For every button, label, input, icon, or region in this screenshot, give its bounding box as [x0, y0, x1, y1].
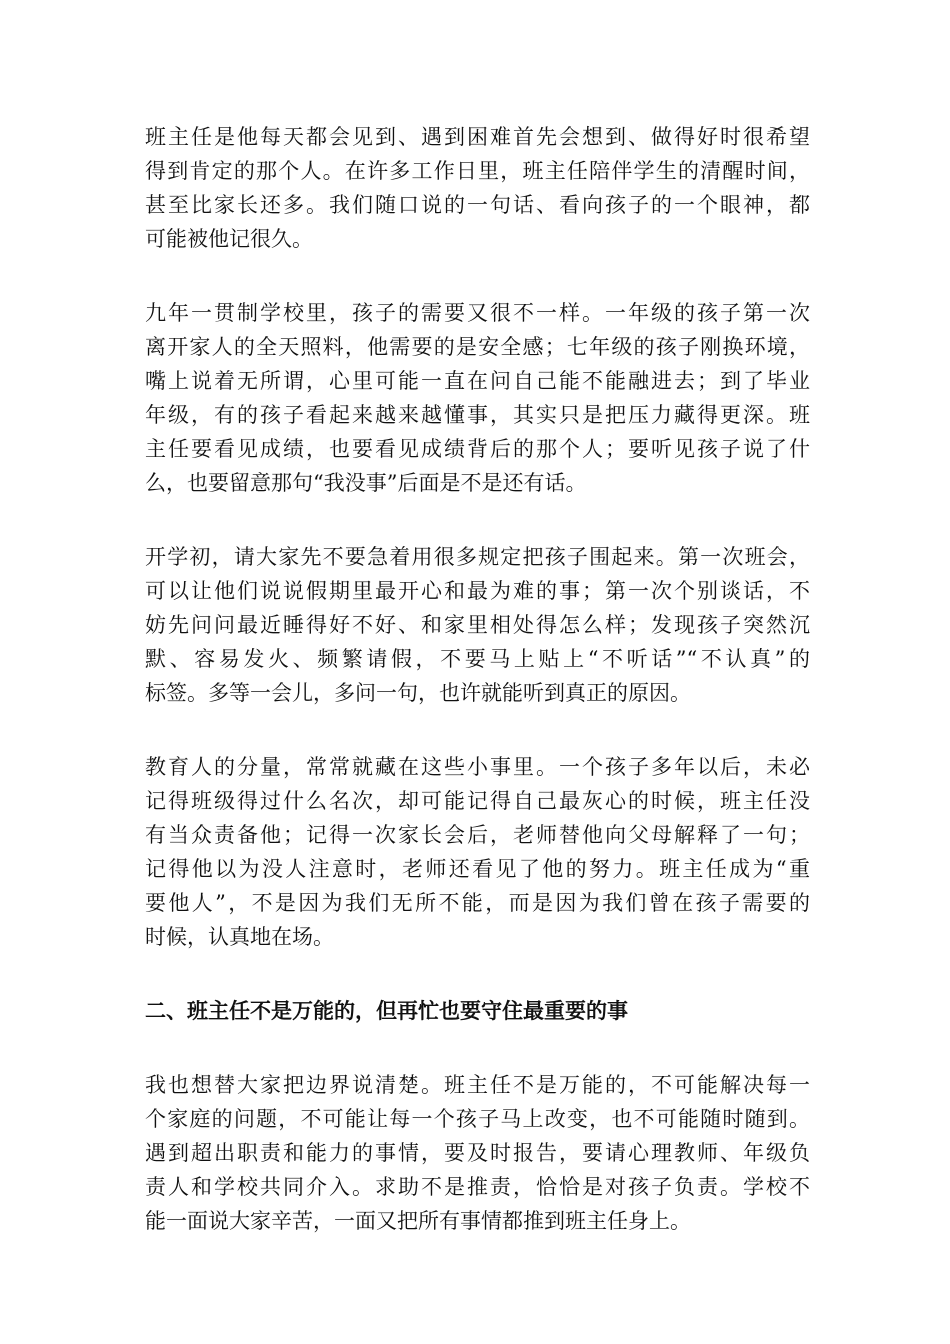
- text-line: 记得班级得过什么名次，却可能记得自己最灰心的时候，班主任没: [145, 789, 810, 813]
- text-line: 我也想替大家把边界说清楚。班主任不是万能的，不可能解决每一: [145, 1073, 810, 1097]
- text-line: 能一面说大家辛苦，一面又把所有事情都推到班主任身上。: [145, 1209, 691, 1233]
- text-line: 可能被他记很久。: [145, 227, 313, 251]
- paragraph-1: [145, 120, 810, 256]
- text-line: 年级，有的孩子看起来越来越懂事，其实只是把压力藏得更深。班: [145, 403, 810, 427]
- text-line: 妨先问问最近睡得好不好、和家里相处得怎么样；发现孩子突然沉: [145, 613, 810, 637]
- section-heading: 二、班主任不是万能的，但再忙也要守住最重要的事: [145, 998, 628, 1023]
- paragraph-3: [145, 540, 810, 710]
- paragraph-4: [145, 750, 810, 954]
- text-line: 记得他以为没人注意时，老师还看见了他的努力。班主任成为“重: [145, 857, 810, 881]
- text-line: 有当众责备他；记得一次家长会后，老师替他向父母解释了一句；: [145, 823, 810, 847]
- text-line: 遇到超出职责和能力的事情，要及时报告，要请心理教师、年级负: [145, 1141, 810, 1165]
- paragraph-5: [145, 1068, 810, 1238]
- text-line: 标签。多等一会儿，多问一句，也许就能听到真正的原因。: [145, 681, 691, 705]
- text-line: 教育人的分量，常常就藏在这些小事里。一个孩子多年以后，未必: [145, 755, 810, 779]
- text-line: 要他人”，不是因为我们无所不能，而是因为我们曾在孩子需要的: [145, 891, 810, 915]
- text-line: 责人和学校共同介入。求助不是推责，恰恰是对孩子负责。学校不: [145, 1175, 810, 1199]
- text-line: 时候，认真地在场。: [145, 925, 334, 949]
- paragraph-2: [145, 296, 810, 500]
- text-line: 班主任是他每天都会见到、遇到困难首先会想到、做得好时很希望: [145, 125, 810, 149]
- text-line: 可以让他们说说假期里最开心和最为难的事；第一次个别谈话，不: [145, 579, 810, 603]
- text-line: 开学初，请大家先不要急着用很多规定把孩子围起来。第一次班会，: [145, 545, 810, 569]
- text-line: 嘴上说着无所谓，心里可能一直在问自己能不能融进去；到了毕业: [145, 369, 810, 393]
- text-line: 个家庭的问题，不可能让每一个孩子马上改变，也不可能随时随到。: [145, 1107, 810, 1131]
- text-line: 九年一贯制学校里，孩子的需要又很不一样。一年级的孩子第一次: [145, 301, 810, 325]
- text-line: 得到肯定的那个人。在许多工作日里，班主任陪伴学生的清醒时间，: [145, 159, 810, 183]
- text-line: 主任要看见成绩，也要看见成绩背后的那个人；要听见孩子说了什: [145, 437, 810, 461]
- text-line: 离开家人的全天照料，他需要的是安全感；七年级的孩子刚换环境，: [145, 335, 810, 359]
- document-page: [145, 120, 810, 1278]
- text-line: 甚至比家长还多。我们随口说的一句话、看向孩子的一个眼神，都: [145, 193, 810, 217]
- text-line: 么，也要留意那句“我没事”后面是不是还有话。: [145, 471, 587, 495]
- text-line: 默、容易发火、频繁请假，不要马上贴上“不听话”“不认真”的: [145, 647, 810, 671]
